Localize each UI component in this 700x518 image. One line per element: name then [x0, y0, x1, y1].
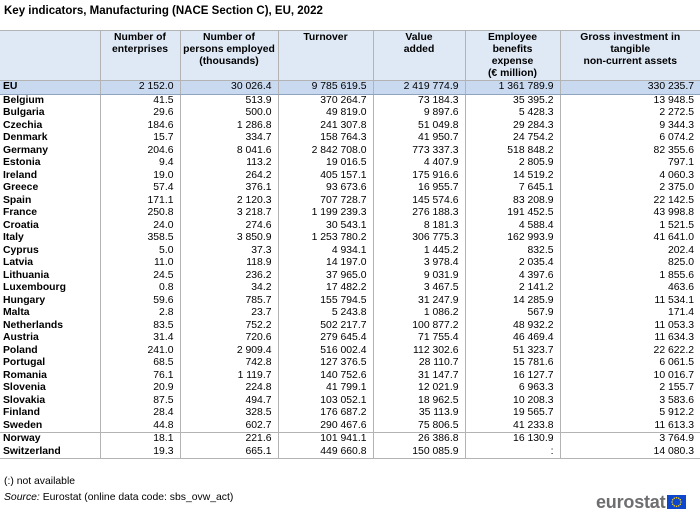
table-cell: 30 026.4	[180, 81, 278, 95]
column-header-line: Number of	[203, 32, 255, 43]
eu-flag-star	[674, 497, 676, 499]
table-cell: 14 285.9	[465, 295, 560, 308]
row-label: Denmark	[3, 132, 48, 144]
table-cell: 2 842 708.0	[278, 145, 373, 158]
table-row	[0, 157, 700, 170]
table-cell: 463.6	[560, 282, 700, 295]
table-cell: 513.9	[180, 94, 278, 107]
column-header-line: added	[403, 44, 435, 55]
eu-flag-star	[678, 497, 680, 499]
table-cell: 158 764.3	[278, 132, 373, 145]
eu-flag-icon	[667, 495, 686, 509]
row-label: Spain	[3, 194, 32, 206]
eu-flag-star	[680, 503, 682, 505]
row-label: Bulgaria	[3, 107, 45, 119]
table-cell: 16 955.7	[373, 182, 465, 195]
column-header-line: persons employed	[183, 44, 275, 55]
table-cell: 37.3	[180, 245, 278, 258]
table-cell: 175 916.6	[373, 170, 465, 183]
table-cell: 44.8	[100, 420, 180, 433]
table-cell: 87.5	[100, 395, 180, 408]
table-cell: 2 805.9	[465, 157, 560, 170]
eurostat-logo	[596, 491, 686, 513]
table-cell: 3 764.9	[560, 433, 700, 446]
row-label: Greece	[3, 182, 39, 194]
table-cell: 5 428.3	[465, 107, 560, 120]
table-cell: 5 912.2	[560, 407, 700, 420]
table-row	[0, 220, 700, 233]
table-cell: 6 963.3	[465, 382, 560, 395]
row-label: Germany	[3, 144, 49, 156]
column-header	[100, 31, 180, 81]
table-cell: 2 272.5	[560, 107, 700, 120]
table-body	[0, 81, 700, 459]
table-cell: 43 998.8	[560, 207, 700, 220]
table-cell: 24 754.2	[465, 132, 560, 145]
table-cell: 241.0	[100, 345, 180, 358]
table-row	[0, 132, 700, 145]
table-cell: 41 950.7	[373, 132, 465, 145]
eu-flag-star	[678, 505, 680, 507]
table-cell: 19 016.5	[278, 157, 373, 170]
table-cell: 358.5	[100, 232, 180, 245]
table-cell: :	[465, 446, 560, 459]
table-cell: 46 469.4	[465, 332, 560, 345]
table-cell: 1 086.2	[373, 307, 465, 320]
table-cell: 494.7	[180, 395, 278, 408]
table-cell: 1 286.8	[180, 120, 278, 133]
table-cell: 171.1	[100, 195, 180, 208]
column-header-line: Value	[405, 32, 433, 43]
table-cell: 221.6	[180, 433, 278, 446]
table-cell: 14 519.2	[465, 170, 560, 183]
table-row	[0, 420, 700, 433]
table-cell: 57.4	[100, 182, 180, 195]
table-cell: 3 467.5	[373, 282, 465, 295]
table-row	[0, 270, 700, 283]
table-row	[0, 395, 700, 408]
table-cell: 35 395.2	[465, 94, 560, 107]
column-header	[465, 31, 560, 81]
table-cell: 516 002.4	[278, 345, 373, 358]
table-cell: 155 794.5	[278, 295, 373, 308]
table-cell: 2 120.3	[180, 195, 278, 208]
source-note	[4, 492, 233, 503]
table-cell: 707 728.7	[278, 195, 373, 208]
table-cell: 797.1	[560, 157, 700, 170]
table-row	[0, 295, 700, 308]
table-cell: 376.1	[180, 182, 278, 195]
table-cell: 785.7	[180, 295, 278, 308]
table-cell: 328.5	[180, 407, 278, 420]
eu-flag-star	[676, 497, 678, 499]
table-row	[0, 207, 700, 220]
table-cell: 19 565.7	[465, 407, 560, 420]
eu-flag-star	[672, 503, 674, 505]
table-cell: 19.3	[100, 446, 180, 459]
table-cell: 602.7	[180, 420, 278, 433]
row-label: France	[3, 207, 38, 219]
table-cell: 518 848.2	[465, 145, 560, 158]
table-cell: 41 799.1	[278, 382, 373, 395]
table-cell: 171.4	[560, 307, 700, 320]
table-cell: 26 386.8	[373, 433, 465, 446]
row-label: Finland	[3, 407, 40, 419]
key-indicators-table	[0, 30, 700, 459]
table-cell: 51 323.7	[465, 345, 560, 358]
table-cell: 29 284.3	[465, 120, 560, 133]
table-cell: 14 080.3	[560, 446, 700, 459]
row-label: Czechia	[3, 119, 43, 131]
table-cell: 118.9	[180, 257, 278, 270]
table-cell: 4 934.1	[278, 245, 373, 258]
table-cell: 567.9	[465, 307, 560, 320]
table-cell: 12 021.9	[373, 382, 465, 395]
table-cell: 31 147.7	[373, 370, 465, 383]
table-cell: 37 965.0	[278, 270, 373, 283]
table-cell: 6 061.5	[560, 357, 700, 370]
table-cell: 19.0	[100, 170, 180, 183]
table-title: Key indicators, Manufacturing (NACE Section C), EU, 2022	[4, 5, 323, 17]
table-cell: 274.6	[180, 220, 278, 233]
table-cell: 9.4	[100, 157, 180, 170]
table-cell: 236.2	[180, 270, 278, 283]
row-label: Malta	[3, 307, 30, 319]
table-cell: 15.7	[100, 132, 180, 145]
table-row	[0, 120, 700, 133]
table-cell: 204.6	[100, 145, 180, 158]
table-row	[0, 81, 700, 95]
row-label: Belgium	[3, 94, 44, 106]
table-cell: 11 634.3	[560, 332, 700, 345]
table-cell: 73 184.3	[373, 94, 465, 107]
table-cell: 162 993.9	[465, 232, 560, 245]
table-cell: 3 218.7	[180, 207, 278, 220]
table-cell: 41 233.8	[465, 420, 560, 433]
table-cell: 17 482.2	[278, 282, 373, 295]
table-cell: 502 217.7	[278, 320, 373, 333]
table-cell: 5.0	[100, 245, 180, 258]
table-cell: 49 819.0	[278, 107, 373, 120]
table-row	[0, 332, 700, 345]
table-cell: 29.6	[100, 107, 180, 120]
table-cell: 1 521.5	[560, 220, 700, 233]
table-cell: 28.4	[100, 407, 180, 420]
table-row	[0, 94, 700, 107]
table-cell: 41 641.0	[560, 232, 700, 245]
row-label: Latvia	[3, 257, 34, 269]
table-cell: 82 355.6	[560, 145, 700, 158]
table-cell: 5 243.8	[278, 307, 373, 320]
table-row	[0, 320, 700, 333]
table-cell: 51 049.8	[373, 120, 465, 133]
column-header	[0, 31, 100, 81]
row-label: Lithuania	[3, 269, 50, 281]
table-cell: 11.0	[100, 257, 180, 270]
table-row	[0, 170, 700, 183]
table-cell: 4 397.6	[465, 270, 560, 283]
table-cell: 20.9	[100, 382, 180, 395]
table-cell: 113.2	[180, 157, 278, 170]
table-cell: 184.6	[100, 120, 180, 133]
table-cell: 276 188.3	[373, 207, 465, 220]
table-cell: 334.7	[180, 132, 278, 145]
row-label: Slovenia	[3, 382, 46, 394]
row-label: Estonia	[3, 157, 41, 169]
row-label: Cyprus	[3, 244, 39, 256]
table-row	[0, 433, 700, 446]
table-cell: 2 152.0	[100, 81, 180, 95]
table-cell: 825.0	[560, 257, 700, 270]
eu-flag-star	[672, 501, 674, 503]
column-header	[560, 31, 700, 81]
table-cell: 10 208.3	[465, 395, 560, 408]
table-cell: 250.8	[100, 207, 180, 220]
table-cell: 773 337.3	[373, 145, 465, 158]
eu-flag-star	[680, 499, 682, 501]
table-cell: 100 877.2	[373, 320, 465, 333]
row-label: Netherlands	[3, 319, 64, 331]
table-row	[0, 370, 700, 383]
table-cell: 720.6	[180, 332, 278, 345]
table-cell: 75 806.5	[373, 420, 465, 433]
table-cell: 83 208.9	[465, 195, 560, 208]
table-cell: 10 016.7	[560, 370, 700, 383]
table-cell: 18 962.5	[373, 395, 465, 408]
table-row	[0, 145, 700, 158]
table-cell: 279 645.4	[278, 332, 373, 345]
table-cell: 16 127.7	[465, 370, 560, 383]
table-cell: 2 035.4	[465, 257, 560, 270]
table-row	[0, 195, 700, 208]
row-label: Poland	[3, 344, 38, 356]
table-cell: 370 264.7	[278, 94, 373, 107]
row-label: Austria	[3, 332, 39, 344]
table-cell: 449 660.8	[278, 446, 373, 459]
table-cell: 34.2	[180, 282, 278, 295]
table-row	[0, 446, 700, 459]
table-cell: 1 119.7	[180, 370, 278, 383]
table-cell: 59.6	[100, 295, 180, 308]
table-cell: 24.5	[100, 270, 180, 283]
table-row	[0, 345, 700, 358]
row-label: Hungary	[3, 294, 46, 306]
table-cell: 1 855.6	[560, 270, 700, 283]
table-cell: 31.4	[100, 332, 180, 345]
eu-flag-star	[674, 505, 676, 507]
row-label: Sweden	[3, 419, 43, 431]
table-cell: 28 110.7	[373, 357, 465, 370]
row-label: EU	[0, 81, 100, 95]
table-cell: 3 850.9	[180, 232, 278, 245]
table-cell: 7 645.1	[465, 182, 560, 195]
table-cell: 3 583.6	[560, 395, 700, 408]
row-label: Italy	[3, 232, 24, 244]
column-header-line: (€ million)	[487, 68, 538, 79]
table-cell: 8 181.3	[373, 220, 465, 233]
table-header	[0, 31, 700, 81]
table-cell: 1 361 789.9	[465, 81, 560, 95]
column-header-line: (thousands)	[199, 56, 259, 67]
column-header-line: non-current assets	[583, 56, 678, 67]
table-cell: 35 113.9	[373, 407, 465, 420]
table-cell: 22 622.2	[560, 345, 700, 358]
table-cell: 6 074.2	[560, 132, 700, 145]
column-header	[373, 31, 465, 81]
header-row	[0, 31, 700, 81]
table-cell: 306 775.3	[373, 232, 465, 245]
table-cell: 405 157.1	[278, 170, 373, 183]
table-cell: 2.8	[100, 307, 180, 320]
table-cell: 176 687.2	[278, 407, 373, 420]
column-header-line: enterprises	[111, 44, 169, 55]
table-cell: 4 407.9	[373, 157, 465, 170]
row-label: Ireland	[3, 169, 38, 181]
table-cell: 9 785 619.5	[278, 81, 373, 95]
table-cell: 832.5	[465, 245, 560, 258]
table-row	[0, 357, 700, 370]
table-cell: 23.7	[180, 307, 278, 320]
table-cell: 752.2	[180, 320, 278, 333]
table-row	[0, 245, 700, 258]
table-cell: 665.1	[180, 446, 278, 459]
table-cell: 330 235.7	[560, 81, 700, 95]
table-cell: 145 574.6	[373, 195, 465, 208]
table-row	[0, 182, 700, 195]
table-cell: 0.8	[100, 282, 180, 295]
table-cell: 8 041.6	[180, 145, 278, 158]
column-header-line: Gross investment in tangible	[580, 32, 681, 55]
table-cell: 127 376.5	[278, 357, 373, 370]
table-cell: 16 130.9	[465, 433, 560, 446]
footnote: (:) not available	[4, 476, 76, 487]
table-cell: 4 588.4	[465, 220, 560, 233]
table-cell: 140 752.6	[278, 370, 373, 383]
table-cell: 112 302.6	[373, 345, 465, 358]
table-cell: 224.8	[180, 382, 278, 395]
table-row	[0, 382, 700, 395]
table-cell: 9 897.6	[373, 107, 465, 120]
table-cell: 2 909.4	[180, 345, 278, 358]
table-cell: 150 085.9	[373, 446, 465, 459]
table-cell: 30 543.1	[278, 220, 373, 233]
table-cell: 13 948.5	[560, 94, 700, 107]
table-cell: 1 199 239.3	[278, 207, 373, 220]
column-header-line: Number of	[114, 32, 166, 43]
column-header-line: Turnover	[303, 32, 348, 43]
table-cell: 264.2	[180, 170, 278, 183]
table-cell: 2 375.0	[560, 182, 700, 195]
column-header-line: expense	[491, 56, 534, 67]
row-label: Croatia	[3, 219, 39, 231]
source-text: Eurostat (online data code: sbs_ovw_act)	[39, 492, 234, 503]
table-cell: 11 053.3	[560, 320, 700, 333]
eu-flag-star	[676, 506, 678, 508]
table-cell: 14 197.0	[278, 257, 373, 270]
table-cell: 68.5	[100, 357, 180, 370]
table-cell: 3 978.4	[373, 257, 465, 270]
table-cell: 93 673.6	[278, 182, 373, 195]
row-label: Portugal	[3, 357, 46, 369]
table-cell: 41.5	[100, 94, 180, 107]
table-cell: 4 060.3	[560, 170, 700, 183]
source-label: Source:	[4, 492, 40, 503]
eu-flag-star	[672, 499, 674, 501]
table-cell: 1 253 780.2	[278, 232, 373, 245]
table-cell: 191 452.5	[465, 207, 560, 220]
row-label: Luxembourg	[3, 282, 66, 294]
table-cell: 9 031.9	[373, 270, 465, 283]
table-cell: 1 445.2	[373, 245, 465, 258]
row-label: Slovakia	[3, 394, 46, 406]
column-header-line: Employee benefits	[487, 32, 538, 55]
row-label: Norway	[0, 433, 100, 446]
table-cell: 48 932.2	[465, 320, 560, 333]
table-row	[0, 282, 700, 295]
table-cell: 71 755.4	[373, 332, 465, 345]
table-cell: 290 467.6	[278, 420, 373, 433]
table-row	[0, 257, 700, 270]
table-cell: 83.5	[100, 320, 180, 333]
column-header	[180, 31, 278, 81]
table-cell: 103 052.1	[278, 395, 373, 408]
logo-text: eurostat	[596, 491, 666, 512]
table-cell: 24.0	[100, 220, 180, 233]
table-row	[0, 107, 700, 120]
table-cell: 9 344.3	[560, 120, 700, 133]
table-cell: 31 247.9	[373, 295, 465, 308]
table-cell: 2 419 774.9	[373, 81, 465, 95]
table-cell: 742.8	[180, 357, 278, 370]
table-cell: 15 781.6	[465, 357, 560, 370]
table-cell: 241 307.8	[278, 120, 373, 133]
table-cell: 18.1	[100, 433, 180, 446]
table-cell: 11 534.1	[560, 295, 700, 308]
table-cell: 2 141.2	[465, 282, 560, 295]
row-label: Romania	[3, 369, 47, 381]
eu-flag-star	[681, 501, 683, 503]
table-cell: 76.1	[100, 370, 180, 383]
table-cell: 11 613.3	[560, 420, 700, 433]
table-cell: 202.4	[560, 245, 700, 258]
table-row	[0, 407, 700, 420]
table-row	[0, 232, 700, 245]
table-cell: 22 142.5	[560, 195, 700, 208]
row-label: Switzerland	[0, 446, 100, 459]
column-header	[278, 31, 373, 81]
table-cell: 500.0	[180, 107, 278, 120]
table-cell: 2 155.7	[560, 382, 700, 395]
table-row	[0, 307, 700, 320]
table-cell: 101 941.1	[278, 433, 373, 446]
